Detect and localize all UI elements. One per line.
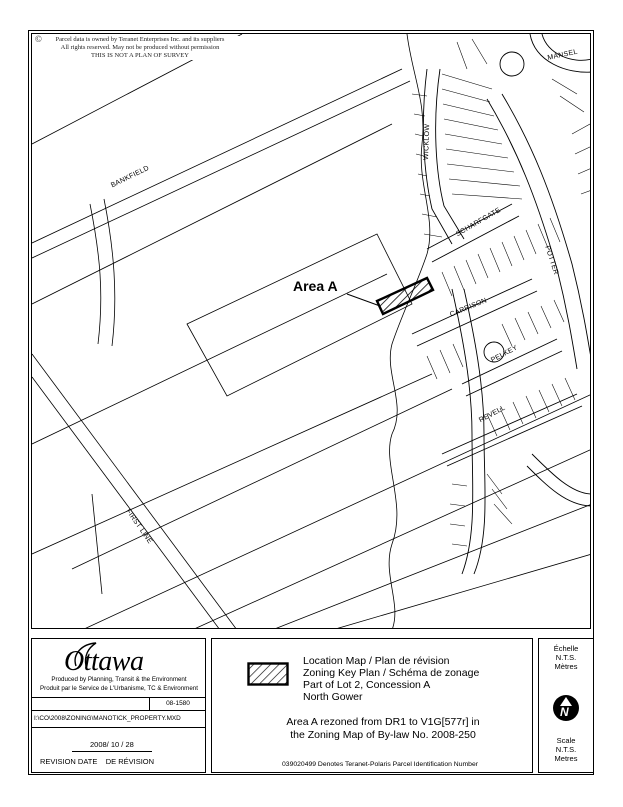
parcel-map <box>32 34 591 629</box>
street-label-potter: POTTER <box>543 245 560 276</box>
legend-line-2: Zoning Key Plan / Schéma de zonage <box>303 667 480 679</box>
area-a-leader <box>347 294 380 306</box>
revision-label <box>40 757 154 766</box>
pelkey-street <box>462 339 557 384</box>
echelle-unit: Mètres <box>554 662 578 671</box>
produced-by-en: Produced by Planning, Transit & the Environment <box>51 676 187 683</box>
scale-top <box>540 644 592 671</box>
copyright-notice <box>35 36 245 60</box>
echelle-label: Échelle <box>553 644 579 653</box>
potter-street <box>502 94 591 364</box>
map-frame <box>31 33 591 629</box>
street-label-bankfield: BANKFIELD <box>110 164 151 190</box>
copyright-symbol: © <box>35 34 42 44</box>
area-a-label: Area A <box>293 278 338 294</box>
pin-note: 039020499 Denotes Teranet-Polaris Parcel Identification Number <box>282 761 478 768</box>
legend-line-3: Part of Lot 2, Concession A <box>303 679 431 691</box>
revell-street <box>442 394 577 454</box>
copyright-line-1: Parcel data is owned by Teranet Enterprises Inc. and its suppliers <box>55 36 225 43</box>
file-path-rule <box>31 727 206 728</box>
rezoning-line-2: the Zoning Map of By-law No. 2008-250 <box>290 728 476 741</box>
rezoning-note <box>278 716 488 741</box>
scale-label: Scale <box>556 736 576 745</box>
echelle-nts: N.T.S. <box>555 653 577 662</box>
street-label-carrison: CARRISON <box>449 297 489 319</box>
street-label-mansel: MANSEL <box>547 48 579 62</box>
copyright-line-2: All rights reserved. May not be produced without permission <box>60 44 220 51</box>
scale-bottom <box>540 736 592 763</box>
street-label-wicklow: WICKLOW <box>423 123 432 161</box>
revision-date: 2008/ 10 / 28 <box>90 740 134 749</box>
legend-line-4: North Gower <box>303 691 363 703</box>
street-label-scharfgate: SCHARFGATE <box>455 206 503 239</box>
street-label-pelkey: PELKEY <box>490 344 519 365</box>
revision-date-rule <box>72 751 152 752</box>
legend-hatch-swatch <box>247 662 289 686</box>
area-a-parcel <box>377 278 433 314</box>
bankfield-road <box>32 69 402 243</box>
file-number: 08-1580 <box>166 700 190 707</box>
file-path: I:\CO\2008\ZONING\MANOTICK_PROPERTY.MXD <box>34 715 181 722</box>
file-number-cell <box>149 698 206 710</box>
scale-nts: N.T.S. <box>555 745 577 754</box>
revision-label-en: REVISION DATE <box>40 757 98 766</box>
legend-title <box>303 655 479 703</box>
north-letter: N <box>560 705 569 719</box>
produced-by-fr: Produit par le Service de L'Urbanisme, TC & Environment <box>40 685 198 692</box>
copyright-line-3: THIS IS NOT A PLAN OF SURVEY <box>91 52 189 59</box>
legend-line-1: Location Map / Plan de révision <box>303 655 450 667</box>
ottawa-logo-text: Ottawa <box>64 646 144 677</box>
street-label-revell: REVELL <box>478 404 507 425</box>
revision-label-fr: DE RÉVISION <box>105 757 155 766</box>
scale-unit: Metres <box>554 754 578 763</box>
street-label-first-line: FIRST LINE <box>124 508 154 546</box>
file-number-row <box>31 697 206 711</box>
rezoning-line-1: Area A rezoned from DR1 to V1G[577r] in <box>286 716 480 728</box>
